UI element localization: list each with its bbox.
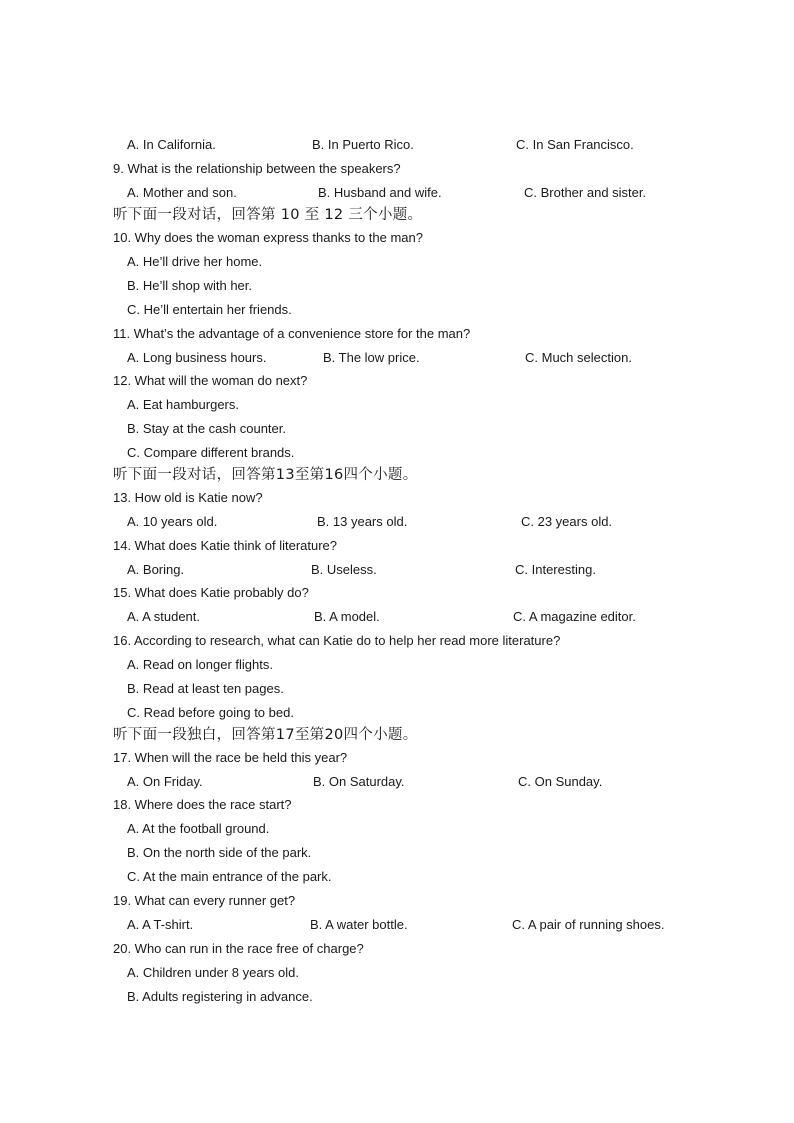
q9-option-a: A. Mother and son. (127, 185, 237, 200)
q19-question-row (0, 891, 794, 911)
q10-option-a: A. He’ll drive her home. (127, 254, 263, 269)
q10-option-a-row (0, 252, 794, 272)
q16-option-c-row (0, 703, 794, 723)
q12-question-row (0, 371, 794, 391)
q13-question: 13. How old is Katie now? (113, 490, 263, 505)
q11-option-a: A. Long business hours. (127, 350, 267, 365)
q12-question: 12. What will the woman do next? (113, 373, 308, 388)
q16-option-a-row (0, 655, 794, 675)
q14-option-c: C. Interesting. (515, 562, 596, 577)
q13-options-row (0, 512, 794, 532)
q18-question-row (0, 795, 794, 815)
q8-option-c: C. In San Francisco. (516, 137, 634, 152)
q12-option-b: B. Stay at the cash counter. (127, 421, 286, 436)
q10-option-b: B. He’ll shop with her. (127, 278, 253, 293)
section-13-16-row (0, 465, 794, 485)
q10-question: 10. Why does the woman express thanks to the man? (113, 230, 424, 245)
q20-option-a: A. Children under 8 years old. (127, 965, 299, 980)
q11-option-b: B. The low price. (323, 350, 420, 365)
q17-option-a: A. On Friday. (127, 774, 203, 789)
q16-option-b-row (0, 679, 794, 699)
q20-option-a-row (0, 963, 794, 983)
q11-question: 11. What’s the advantage of a convenience store for the man? (113, 326, 471, 341)
section-17-20-row (0, 725, 794, 745)
q20-question-row (0, 939, 794, 959)
q15-options-row (0, 607, 794, 627)
q13-option-b: B. 13 years old. (317, 514, 408, 529)
q14-option-b: B. Useless. (311, 562, 377, 577)
q14-options-row (0, 560, 794, 580)
q16-question: 16. According to research, what can Katie do to help her read more literature? (113, 633, 561, 648)
q18-question: 18. Where does the race start? (113, 797, 292, 812)
q9-question: 9. What is the relationship between the speakers? (113, 161, 401, 176)
q10-option-c: C. He’ll entertain her friends. (127, 302, 292, 317)
q20-option-b: B. Adults registering in advance. (127, 989, 313, 1004)
q9-options-row (0, 183, 794, 203)
q8-options-row (0, 135, 794, 155)
q12-option-c-row (0, 443, 794, 463)
q19-option-b: B. A water bottle. (310, 917, 408, 932)
q13-option-c: C. 23 years old. (521, 514, 613, 529)
q12-option-a: A. Eat hamburgers. (127, 397, 239, 412)
q19-question: 19. What can every runner get? (113, 893, 296, 908)
q17-options-row (0, 772, 794, 792)
q9-question-row (0, 159, 794, 179)
q17-question-row (0, 748, 794, 768)
q19-options-row (0, 915, 794, 935)
q16-question-row (0, 631, 794, 651)
q8-option-a: A. In California. (127, 137, 216, 152)
q10-option-c-row (0, 300, 794, 320)
q18-option-c: C. At the main entrance of the park. (127, 869, 332, 884)
q18-option-b-row (0, 843, 794, 863)
q9-option-b: B. Husband and wife. (318, 185, 442, 200)
section-heading-13-16: 听下面一段对话，回答第13至第16四个小题。 (113, 467, 418, 483)
q15-option-c: C. A magazine editor. (513, 609, 636, 624)
q11-option-c: C. Much selection. (525, 350, 632, 365)
q13-question-row (0, 488, 794, 508)
q11-options-row (0, 348, 794, 368)
q18-option-a-row (0, 819, 794, 839)
q16-option-a: A. Read on longer flights. (127, 657, 273, 672)
section-heading-10-12: 听下面一段对话，回答第 10 至 12 三个小题。 (113, 207, 423, 223)
section-heading-17-20: 听下面一段独白，回答第17至第20四个小题。 (113, 727, 418, 743)
q17-option-b: B. On Saturday. (313, 774, 405, 789)
q10-option-b-row (0, 276, 794, 296)
q20-question: 20. Who can run in the race free of charge? (113, 941, 364, 956)
q19-option-a: A. A T-shirt. (127, 917, 194, 932)
q15-question-row (0, 583, 794, 603)
q14-option-a: A. Boring. (127, 562, 185, 577)
q16-option-b: B. Read at least ten pages. (127, 681, 284, 696)
q14-question-row (0, 536, 794, 556)
q15-option-b: B. A model. (314, 609, 380, 624)
q8-option-b: B. In Puerto Rico. (312, 137, 414, 152)
q11-question-row (0, 324, 794, 344)
q9-option-c: C. Brother and sister. (524, 185, 647, 200)
q18-option-b: B. On the north side of the park. (127, 845, 312, 860)
q13-option-a: A. 10 years old. (127, 514, 218, 529)
q17-option-c: C. On Sunday. (518, 774, 603, 789)
q15-question: 15. What does Katie probably do? (113, 585, 309, 600)
section-10-12-row (0, 205, 794, 225)
q19-option-c: C. A pair of running shoes. (512, 917, 665, 932)
q12-option-c: C. Compare different brands. (127, 445, 295, 460)
q16-option-c: C. Read before going to bed. (127, 705, 294, 720)
q18-option-c-row (0, 867, 794, 887)
q10-question-row (0, 228, 794, 248)
q17-question: 17. When will the race be held this year? (113, 750, 348, 765)
q14-question: 14. What does Katie think of literature? (113, 538, 338, 553)
q15-option-a: A. A student. (127, 609, 200, 624)
q12-option-b-row (0, 419, 794, 439)
q12-option-a-row (0, 395, 794, 415)
q18-option-a: A. At the football ground. (127, 821, 270, 836)
q20-option-b-row (0, 987, 794, 1007)
